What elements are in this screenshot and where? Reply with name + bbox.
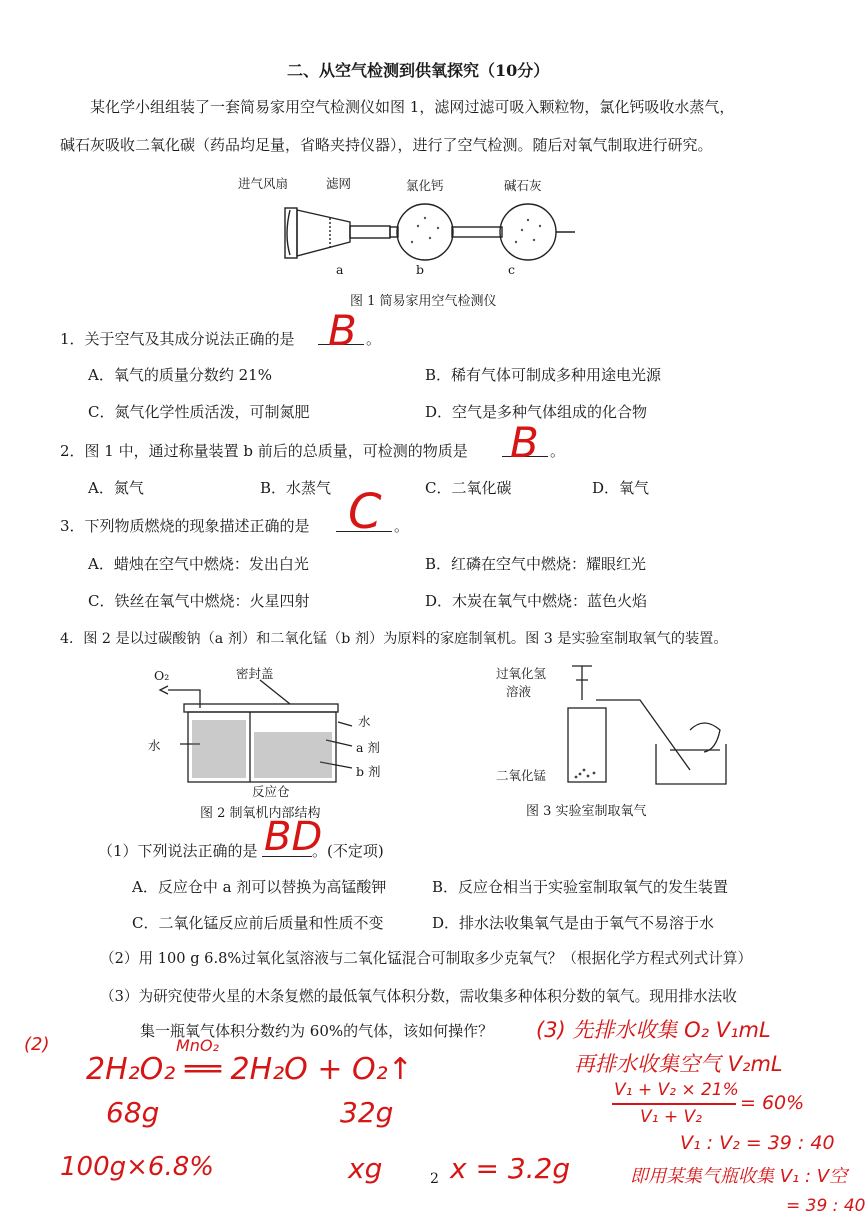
q4-sub1-option-b: B．反应仓相当于实验室制取氧气的发生装置 [432, 878, 729, 896]
intro-line-2: 碱石灰吸收二氧化碳（药品均足量，省略夹持仪器），进行了空气检测。随后对氧气制取进行研究。 [60, 136, 713, 154]
q4-sub2: （2）用 100 g 6.8%过氧化氢溶液与二氧化锰混合可制取多少克氧气？（根据化学方程式列式计算） [100, 950, 753, 967]
hw-ratio: V₁ : V₂ = 39 : 40 [680, 1132, 835, 1154]
hw-equation: 2H₂O₂ ══ 2H₂O + O₂↑ [86, 1052, 413, 1087]
hw-q2-label: (2) [24, 1034, 50, 1055]
hw-fraction-numerator: V₁ + V₂ × 21% [614, 1080, 739, 1100]
q4-stem: 4．图 2 是以过碳酸钠（a 剂）和二氧化锰（b 剂）为原料的家庭制氧机。图 3 是实验室制取氧气的装置。 [60, 631, 728, 647]
hw-catalyst: MnO₂ [176, 1036, 219, 1055]
q3-stem: 3．下列物质燃烧的现象描述正确的是 [60, 517, 310, 535]
q1-stem: 1．关于空气及其成分说法正确的是 [60, 330, 295, 348]
q2-end: 。 [550, 442, 566, 460]
figure-1-air-detector [230, 172, 580, 282]
fig2-label-water-right: 水 [358, 714, 371, 729]
fig2-label-b-agent: b 剂 [356, 764, 381, 779]
q3-option-b: B．红磷在空气中燃烧：耀眼红光 [425, 555, 647, 573]
q4-sub1-handwritten-answer: BD [264, 814, 323, 860]
hw-s3-line2: 再排水收集空气 V₂mL [574, 1052, 783, 1076]
q4-sub1-option-c: C．二氧化锰反应前后质量和性质不变 [132, 914, 384, 932]
hw-given-mass: 100g×6.8% [60, 1152, 214, 1182]
fig3-label-h2o2: 过氧化氢 [496, 666, 547, 681]
fig1-label-fan: 进气风扇 [238, 176, 289, 191]
fig3-label-mno2: 二氧化锰 [496, 768, 547, 783]
figure-2-oxygen-generator [140, 662, 400, 799]
q3-handwritten-answer: C [348, 484, 382, 540]
fig2-label-a-agent: a 剂 [356, 740, 380, 755]
q4-sub1-stem: （1）下列说法正确的是 [98, 842, 258, 860]
q4-sub3-line2: 集一瓶氧气体积分数约为 60%的气体，该如何操作？ [140, 1022, 494, 1040]
q1-option-c: C．氮气化学性质活泼，可制氮肥 [88, 403, 310, 421]
fig2-label-water-left: 水 [148, 738, 161, 753]
q1-end: 。 [366, 330, 382, 348]
hw-unknown-xg: xg [348, 1152, 383, 1185]
q3-option-c: C．铁丝在氧气中燃烧：火星四射 [88, 592, 310, 610]
q1-option-d: D．空气是多种气体组成的化合物 [425, 403, 648, 421]
fig1-letter-a: a [336, 262, 344, 277]
fig2-label-lid: 密封盖 [236, 666, 274, 681]
section-title: 二、从空气检测到供氧探究（10分） [287, 61, 550, 80]
fig3-drawing [490, 660, 740, 790]
hw-fraction-bar [612, 1103, 736, 1105]
hw-fraction-equals: = 60% [740, 1092, 805, 1114]
fig1-apparatus-drawing [230, 190, 580, 270]
q2-handwritten-answer: B [510, 418, 539, 467]
fig1-letter-b: b [416, 262, 425, 277]
hw-final-line2: = 39 : 40 [786, 1196, 866, 1216]
q2-option-d: D．氧气 [592, 479, 650, 497]
fig2-label-reaction-chamber: 反应仓 [252, 784, 290, 799]
fig2-caption: 图 2 制氧机内部结构 [200, 806, 321, 821]
q4-sub1-option-a: A．反应仓中 a 剂可以替换为高锰酸钾 [132, 878, 387, 896]
q1-option-b: B．稀有气体可制成多种用途电光源 [425, 366, 662, 384]
q2-stem: 2．图 1 中，通过称量装置 b 前后的总质量，可检测的物质是 [60, 442, 468, 460]
hw-final-line1: 即用某集气瓶收集 V₁ : V空 [630, 1166, 848, 1187]
q4-sub1-end: 。(不定项) [312, 842, 384, 860]
hw-result: x = 3.2g [450, 1152, 571, 1185]
q1-option-a: A．氧气的质量分数约 21% [88, 366, 272, 384]
hw-s3-line1: (3) 先排水收集 O₂ V₁mL [536, 1018, 771, 1042]
q2-option-a: A．氮气 [88, 479, 144, 497]
figure-3-lab-oxygen [490, 660, 740, 790]
q1-handwritten-answer: B [328, 306, 357, 355]
q3-option-d: D．木炭在氧气中燃烧：蓝色火焰 [425, 592, 648, 610]
fig1-letter-c: c [508, 262, 516, 277]
q2-option-b: B．水蒸气 [260, 479, 332, 497]
q3-end: 。 [394, 517, 410, 535]
intro-line-1: 某化学小组组装了一套简易家用空气检测仪如图 1，滤网过滤可吸入颗粒物，氯化钙吸收水蒸气， [90, 98, 735, 116]
fig1-caption: 图 1 简易家用空气检测仪 [350, 294, 497, 309]
fig3-caption: 图 3 实验室制取氧气 [526, 804, 647, 819]
q3-option-a: A．蜡烛在空气中燃烧：发出白光 [88, 555, 309, 573]
fig1-label-sodalime: 碱石灰 [504, 178, 542, 193]
fig2-label-o2: O₂ [154, 668, 170, 683]
page-number: 2 [430, 1171, 439, 1187]
hw-mass-68g: 68g [106, 1096, 160, 1129]
fig1-label-cacl2: 氯化钙 [406, 178, 444, 193]
hw-mass-32g: 32g [340, 1096, 394, 1129]
fig1-label-filter: 滤网 [326, 176, 352, 191]
fig3-label-solution: 溶液 [506, 684, 532, 699]
q4-sub1-option-d: D．排水法收集氧气是由于氧气不易溶于水 [432, 914, 715, 932]
q4-sub3-line1: （3）为研究使带火星的木条复燃的最低氧气体积分数，需收集多种体积分数的氧气。现用排水法收 [100, 988, 737, 1005]
hw-fraction-denominator: V₁ + V₂ [640, 1107, 702, 1127]
q2-option-c: C．二氧化碳 [425, 479, 512, 497]
